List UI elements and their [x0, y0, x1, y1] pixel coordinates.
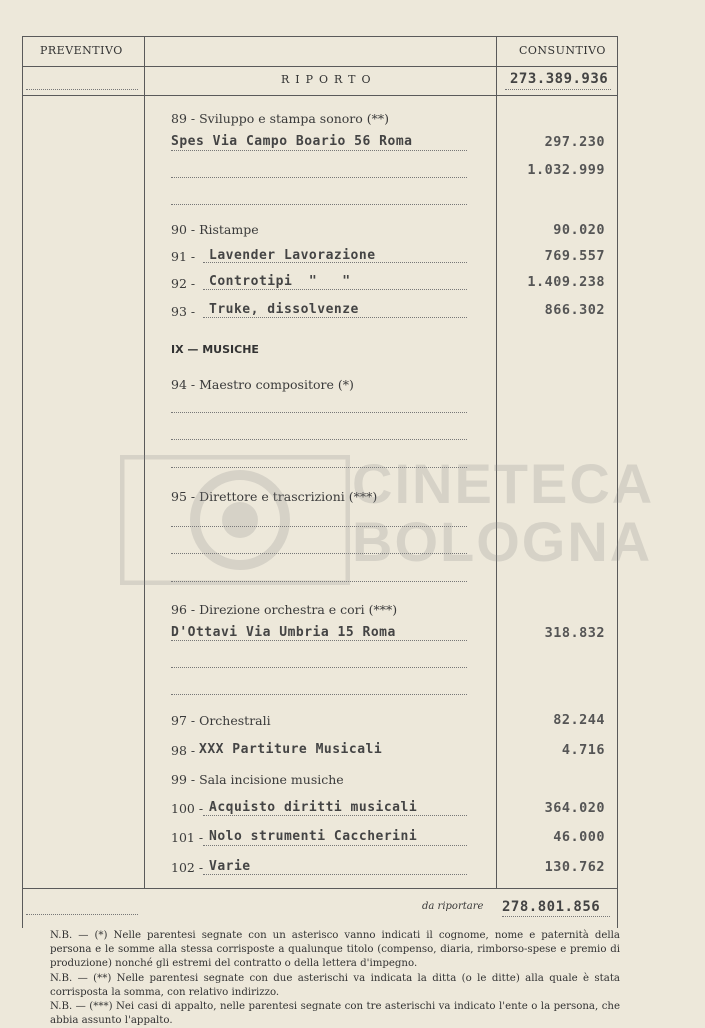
footer-preventivo-dots [26, 914, 138, 915]
row-89-typed: Spes Via Campo Boario 56 Roma [171, 134, 413, 149]
row-91-amount: 769.557 [544, 248, 605, 264]
film-reel-icon [120, 455, 350, 585]
row-89-dots-2 [171, 177, 467, 178]
row-101-dots [203, 845, 467, 846]
row-91-typed: Lavender Lavorazione [209, 248, 376, 263]
row-102-typed: Varie [209, 859, 251, 874]
row-89-label: 89 - Sviluppo e stampa sonoro (**) [171, 111, 390, 126]
row-102-dots [203, 874, 467, 875]
da-riportare-label: da riportare [422, 901, 484, 912]
row-95-label: 95 - Direttore e trascrizioni (***) [171, 489, 378, 504]
row-94-dots-1 [171, 412, 467, 413]
row-89-dots-1 [171, 150, 467, 151]
row-99-label: 99 - Sala incisione musiche [171, 772, 344, 787]
row-101-amount: 46.000 [553, 829, 605, 845]
row-91-label: 91 - [171, 249, 196, 264]
footnote-3: N.B. — (***) Nei casi di appalto, nelle parentesi segnate con tre asterischi va indicato l'ente o la persona, che abbia assunto l'appalto. [50, 1001, 620, 1027]
footnote-2: N.B. — (**) Nelle parentesi segnate con due asterischi va indicata la ditta (o le ditte) alla quale è stata corrisposta la somma, con relativo indirizzo. [50, 972, 620, 998]
footnote-1: N.B. — (*) Nelle parentesi segnate con un asterisco vanno indicati il cognome, nome e paternità della persona e le somme alla stessa corrisposte a qualunque titolo (compenso, diaria, rimborso-spese e premio di produzione) nonché gli estremi del contratto o della lettera d'impegno. [50, 930, 620, 970]
riporto-bottom-border [22, 95, 618, 96]
row-92-dots [203, 289, 467, 290]
header-bottom-border [22, 66, 618, 67]
row-96-label: 96 - Direzione orchestra e cori (***) [171, 602, 398, 617]
row-101-typed: Nolo strumenti Caccherini [209, 829, 418, 844]
row-90-label: 90 - Ristampe [171, 222, 259, 237]
cineteca-bologna-watermark [120, 452, 655, 585]
row-96-typed: D'Ottavi Via Umbria 15 Roma [171, 625, 396, 640]
section-ix-heading: IX — MUSICHE [171, 343, 259, 356]
preventivo-header: PREVENTIVO [40, 44, 123, 57]
row-98-amount: 4.716 [561, 742, 605, 758]
row-102-amount: 130.762 [544, 859, 605, 875]
watermark-line-2: BOLOGNA [352, 510, 653, 573]
row-89-subtotal: 1.032.999 [527, 162, 605, 178]
row-98-typed: XXX Partiture Musicali [199, 742, 383, 757]
row-93-dots [203, 317, 467, 318]
consuntivo-header: CONSUNTIVO [519, 44, 606, 57]
riporto-amount: 273.389.936 [510, 71, 609, 87]
row-100-typed: Acquisto diritti musicali [209, 800, 418, 815]
row-91-dots [203, 262, 467, 263]
row-97-label: 97 - Orchestrali [171, 713, 271, 728]
row-96-amount: 318.832 [544, 625, 605, 641]
row-94-dots-2 [171, 439, 467, 440]
row-96-dots-2 [171, 667, 467, 668]
row-93-label: 93 - [171, 304, 196, 319]
row-100-amount: 364.020 [544, 800, 605, 816]
row-96-dots-1 [171, 640, 467, 641]
row-92-typed: Controtipi " " [209, 274, 351, 289]
riporto-consuntivo-dots [505, 89, 611, 90]
row-90-amount: 90.020 [553, 222, 605, 238]
row-101-label: 101 - [171, 830, 204, 845]
row-100-label: 100 - [171, 801, 204, 816]
table-top-border [22, 36, 618, 37]
row-93-amount: 866.302 [544, 302, 605, 318]
row-102-label: 102 - [171, 860, 204, 875]
row-89-dots-3 [171, 204, 467, 205]
row-93-typed: Truke, dissolvenze [209, 302, 359, 317]
footer-total-amount: 278.801.856 [502, 899, 601, 915]
row-92-amount: 1.409.238 [527, 274, 605, 290]
row-98-label: 98 - [171, 743, 196, 758]
footer-top-border [22, 888, 618, 889]
watermark-line-1: CINETECA [352, 452, 655, 515]
riporto-label: RIPORTO [281, 73, 377, 86]
row-94-label: 94 - Maestro compositore (*) [171, 377, 354, 392]
footnotes [50, 929, 620, 1028]
row-100-dots [203, 815, 467, 816]
left-column-border [22, 36, 23, 928]
row-92-label: 92 - [171, 276, 196, 291]
riporto-preventivo-dots [26, 89, 138, 90]
row-96-dots-3 [171, 694, 467, 695]
row-89-amount: 297.230 [544, 134, 605, 150]
row-97-amount: 82.244 [553, 712, 605, 728]
footer-total-dots [502, 916, 610, 917]
